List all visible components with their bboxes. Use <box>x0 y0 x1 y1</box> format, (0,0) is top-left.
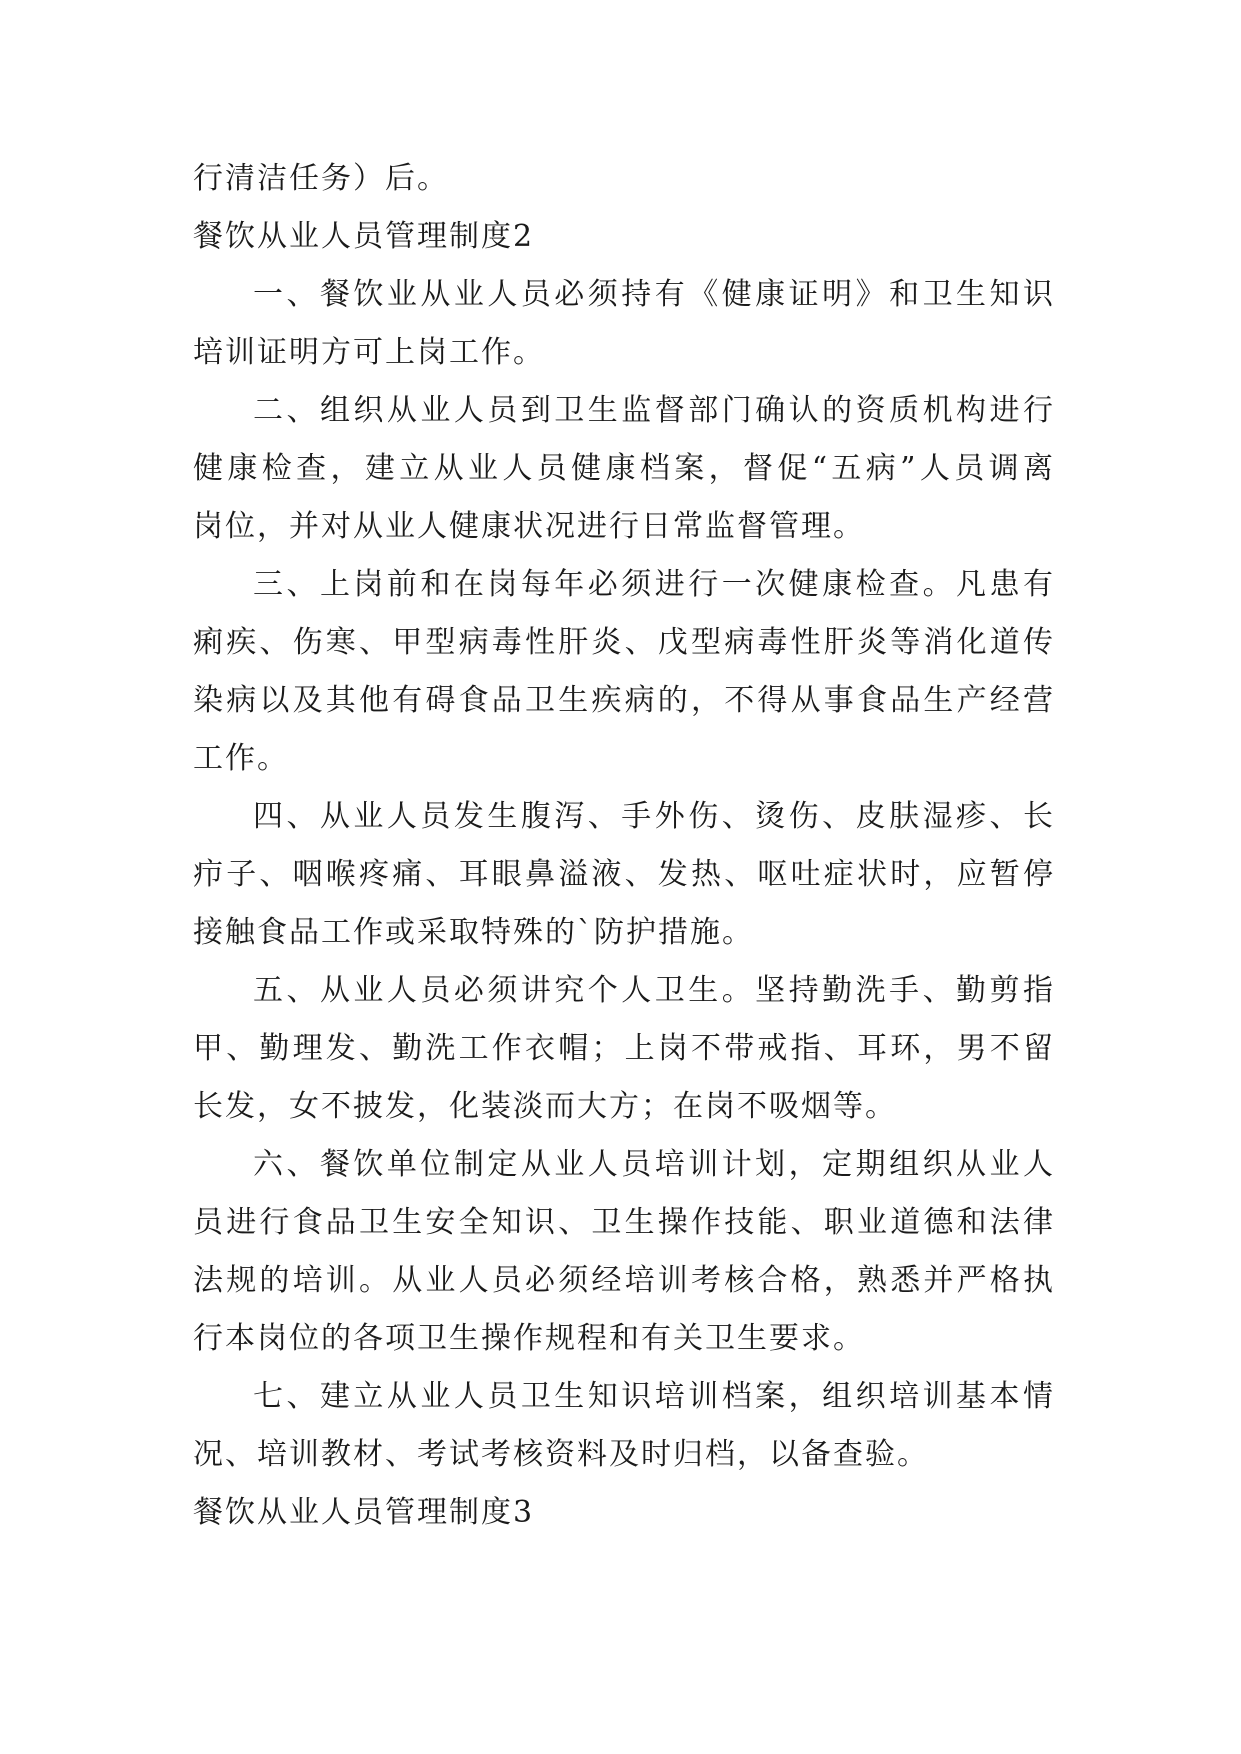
text-line: 法规的培训。从业人员必须经培训考核合格，熟悉并严格执 <box>193 1263 1053 1298</box>
text-line: 四、从业人员发生腹泻、手外伤、烫伤、皮肤湿疹、长 <box>253 799 1053 834</box>
text-line: 行清洁任务）后。 <box>193 161 449 196</box>
text-line: 染病以及其他有碍食品卫生疾病的，不得从事食品生产经营 <box>193 683 1053 718</box>
text-line: 三、上岗前和在岗每年必须进行一次健康检查。凡患有 <box>253 567 1053 602</box>
text-line: 培训证明方可上岗工作。 <box>193 335 545 370</box>
text-line: 疖子、咽喉疼痛、耳眼鼻溢液、发热、呕吐症状时，应暂停 <box>193 857 1053 892</box>
text-line: 六、餐饮单位制定从业人员培训计划，定期组织从业人 <box>253 1147 1053 1182</box>
text-line: 长发，女不披发，化装淡而大方；在岗不吸烟等。 <box>193 1089 897 1124</box>
text-line: 七、建立从业人员卫生知识培训档案，组织培训基本情 <box>253 1379 1053 1414</box>
text-line: 接触食品工作或采取特殊的`防护措施。 <box>193 915 754 950</box>
text-line: 甲、勤理发、勤洗工作衣帽；上岗不带戒指、耳环，男不留 <box>193 1031 1053 1066</box>
text-line: 二、组织从业人员到卫生监督部门确认的资质机构进行 <box>253 393 1053 428</box>
section-heading: 餐饮从业人员管理制度3 <box>193 1495 535 1530</box>
text-line: 工作。 <box>193 741 289 776</box>
text-line: 岗位，并对从业人健康状况进行日常监督管理。 <box>193 509 865 544</box>
text-line: 一、餐饮业从业人员必须持有《健康证明》和卫生知识 <box>253 277 1053 312</box>
text-line: 健康检查，建立从业人员健康档案，督促“五病”人员调离 <box>193 451 1053 486</box>
text-line: 行本岗位的各项卫生操作规程和有关卫生要求。 <box>193 1321 865 1356</box>
text-line: 况、培训教材、考试考核资料及时归档，以备查验。 <box>193 1437 929 1472</box>
text-line: 员进行食品卫生安全知识、卫生操作技能、职业道德和法律 <box>193 1205 1053 1240</box>
text-line: 痢疾、伤寒、甲型病毒性肝炎、戊型病毒性肝炎等消化道传 <box>193 625 1053 660</box>
document-page <box>193 150 1053 1542</box>
section-heading: 餐饮从业人员管理制度2 <box>193 219 535 254</box>
text-line: 五、从业人员必须讲究个人卫生。坚持勤洗手、勤剪指 <box>253 973 1053 1008</box>
